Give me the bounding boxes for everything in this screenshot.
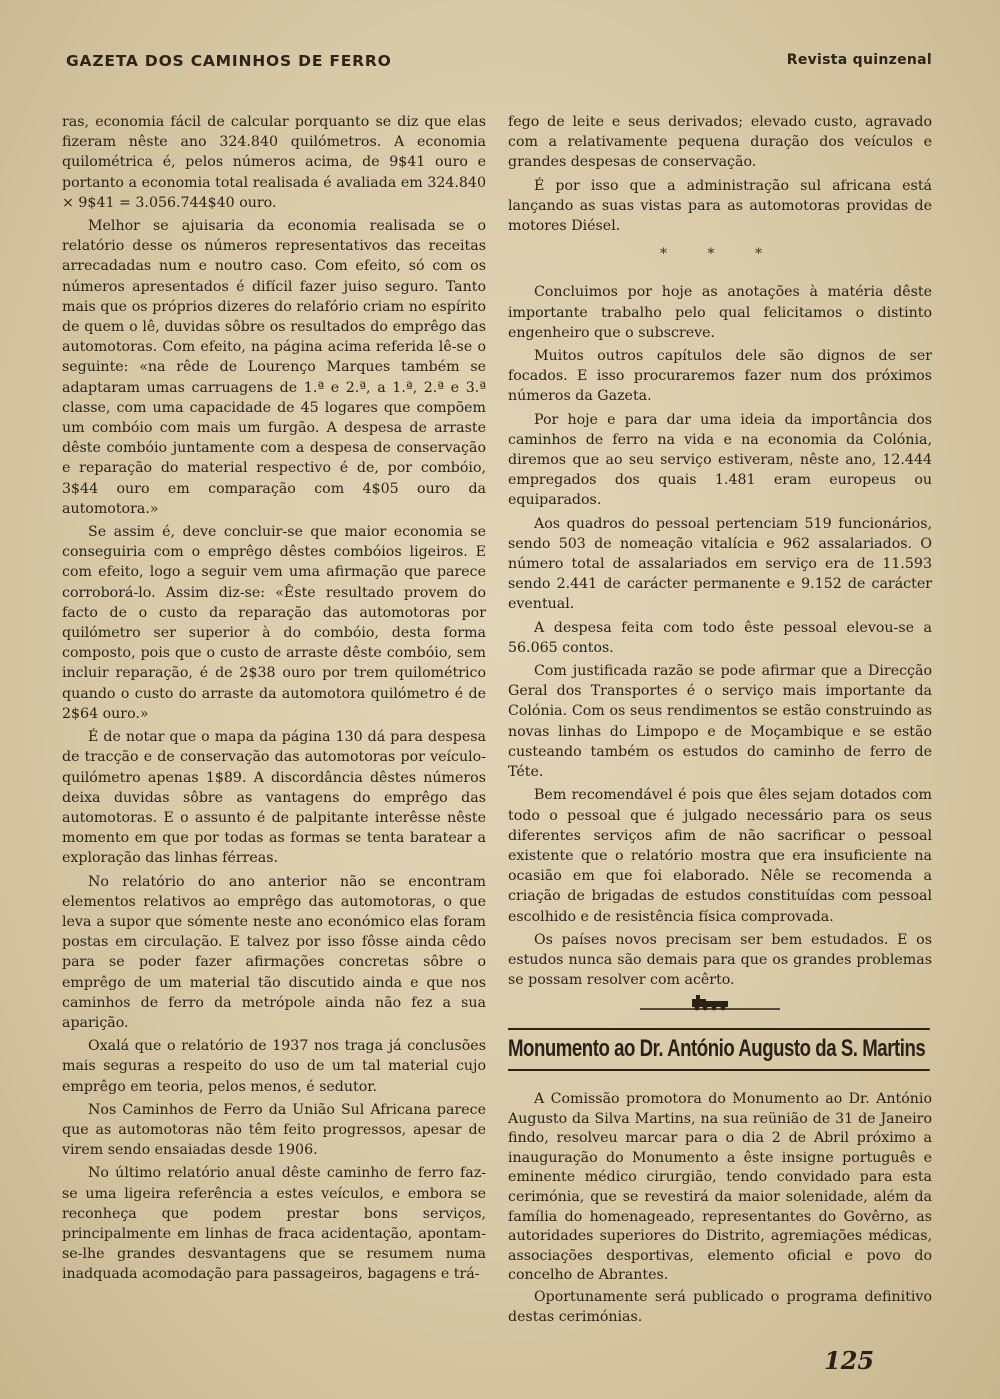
paragraph: No último relatório anual dêste caminho de ferro faz-se uma ligeira referência a estes veículos, e embora se reconheça que podem prestar bons serviços, principalmente em linhas de fraca acidentação, apontam-se-lhe grandes desvantagens que se resumem numa inadquada acomodação para passageiros, bagagens e trá- xyxy=(62,1165,486,1283)
paragraph: ras, economia fácil de calcular porquanto se diz que elas fizeram nêste ano 324.840 quilómetros. A economia quilométrica é, pelos números acima, de 9$41 ouro e portanto a economia total realisada é avaliada em 324.840 × 9$41 = 3.056.744$40 ouro. xyxy=(62,114,486,211)
paragraph: Melhor se ajuisaria da economia realisada se o relatório desse os números representativos das receitas arrecadadas num e noutro caso. Com efeito, só com os números apresentados é difícil fazer juiso seguro. Tanto mais que os próprios dizeres do relafório criam no espírito de quem o lê, duvidas sôbre os resultados do emprêgo das automotoras. Com efeito, na página acima referida lê-se o seguinte: «na rêde de Lourenço Marques também se adaptaram umas carruagens de 1.ª e 2.ª, a 1.ª, 2.ª e 3.ª classe, com uma capacidade de 45 logares que compõem um combóio com mais um furgão. A despesa de arraste dêste combóio juntamente com a despesa de conservação e reparação do material respectivo é de, por combóio, 3$44 ouro em comparação com 4$05 ouro da automotora.» xyxy=(62,218,486,517)
paragraph: Concluimos por hoje as anotações à matéria dêste importante trabalho pelo qual felicitamos o distinto engenheiro que o subscreve. xyxy=(508,284,932,341)
paragraph: Se assim é, deve concluir-se que maior economia se conseguiria com o emprêgo dêstes combóios ligeiros. E com efeito, logo a seguir vem uma afirmação que parece corroborá-lo. Assim diz-se: «Êste resultado provem do facto de o custo da reparação das automotoras por quilómetro ser superior à do combóio, desta forma composto, pois que o custo de arraste dêste combóio, sem incluir reparação, é de 2$38 ouro por trem quilométrico quando o custo do arraste da automotora quilómetro é de 2$64 ouro.» xyxy=(62,524,486,722)
journal-title: GAZETA DOS CAMINHOS DE FERRO xyxy=(66,52,392,70)
article-heading: Monumento ao Dr. António Augusto da S. Martins xyxy=(508,1028,930,1071)
paragraph: Aos quadros do pessoal pertenciam 519 funcionários, sendo 503 de nomeação vitalícia e 962 assalariados. O número total de assalariados em serviço era de 11.593 sendo 2.441 de carácter permanente e 9.152 de carácter eventual. xyxy=(508,515,932,613)
paragraph: Oportunamente será publicado o programa definitivo destas cerimónias. xyxy=(508,1288,932,1325)
paragraph: É por isso que a administração sul africana está lançando as suas vistas para as automotoras providas de motores Diésel. xyxy=(508,177,932,235)
monument-article xyxy=(508,1090,932,1329)
right-column xyxy=(508,112,932,993)
paragraph: fego de leite e seus derivados; elevado custo, agravado com a relativamente pequena duração dos veículos e grandes despesas de conservação. xyxy=(508,114,932,171)
paragraph: Bem recomendável é pois que êles sejam dotados com todo o pessoal que é julgado necessário para os seus diferentes serviços afim de não sacrificar o pessoal existente que o relatório mostra que era insuficiente na ocasião em que foi elaborado. Nêle se recomenda a criação de brigadas de estudos constituídas com pessoal escolhido e de resistência física comprovada. xyxy=(508,787,932,925)
section-separator: * * * xyxy=(660,246,780,263)
paragraph: Os países novos precisam ser bem estudados. E os estudos nunca são demais para que os grandes problemas se possam resolver com acêrto. xyxy=(508,931,932,989)
left-column xyxy=(62,112,486,1288)
paragraph: A Comissão promotora do Monumento ao Dr. António Augusto da Silva Martins, na sua reünião de 31 de Janeiro findo, resolveu marcar para o dia 2 de Abril próximo a inauguração do Monumento a êste insigne português e eminente médico cirurgião, tendo convidado para esta cerimónia, que se revestirá da maior solenidade, além da família do homenageado, representantes do Govêrno, as autoridades superiores do Distrito, agremiações médicas, associações desportivas, elemento oficial e povo do concelho de Abrantes. xyxy=(508,1091,932,1284)
train-ornament-icon xyxy=(640,992,780,1014)
paragraph: Nos Caminhos de Ferro da União Sul Africana parece que as automotoras não têm feito progressos, apesar de virem sendo ensaiadas desde 1906. xyxy=(62,1101,486,1159)
page-number: 125 xyxy=(824,1346,875,1375)
paragraph: Muitos outros capítulos dele são dignos de ser focados. E isso procuraremos fazer num dos próximos números da Gazeta. xyxy=(508,348,932,405)
paragraph: Oxalá que o relatório de 1937 nos traga já conclusões mais seguras a respeito do uso de um tal material cujo emprêgo em teoria, pelos menos, é sedutor. xyxy=(62,1038,486,1095)
paragraph: No relatório do ano anterior não se encontram elementos relativos ao emprêgo das automotoras, o que leva a supor que sómente neste ano económico elas foram postas em circulação. E talvez por isso fôsse ainda cêdo para se poder fazer afirmações concretas sôbre o emprêgo de um material tão discutido ainda e que nos caminhos de ferro da metrópole ainda não fez a sua aparição. xyxy=(62,873,486,1031)
journal-subtitle: Revista quinzenal xyxy=(786,52,932,68)
paragraph: Com justificada razão se pode afirmar que a Direcção Geral dos Transportes é o serviço mais importante da Colónia. Com os seus rendimentos se estão construindo as novas linhas do Limpopo e de Moçambique e se estão custeando também os estudos do caminho de ferro de Téte. xyxy=(508,663,932,781)
paragraph: Por hoje e para dar uma ideia da importância dos caminhos de ferro na vida e na economia da Colónia, diremos que ao seu serviço estiveram, nêste ano, 12.444 empregados dos quais 1.481 eram europeus ou equiparados. xyxy=(508,411,932,509)
paragraph: A despesa feita com todo êste pessoal elevou-se a 56.065 contos. xyxy=(508,619,932,656)
paragraph: É de notar que o mapa da página 130 dá para despesa de tracção e de conservação das automotoras por veículo-quilómetro apenas 1$89. A discordância dêstes números deixa duvidas sôbre as vantagens do emprêgo das automotoras. E o assunto é de palpitante interêsse nêste momento em que por todas as formas se tenta baratear a exploração das linhas férreas. xyxy=(62,729,486,867)
